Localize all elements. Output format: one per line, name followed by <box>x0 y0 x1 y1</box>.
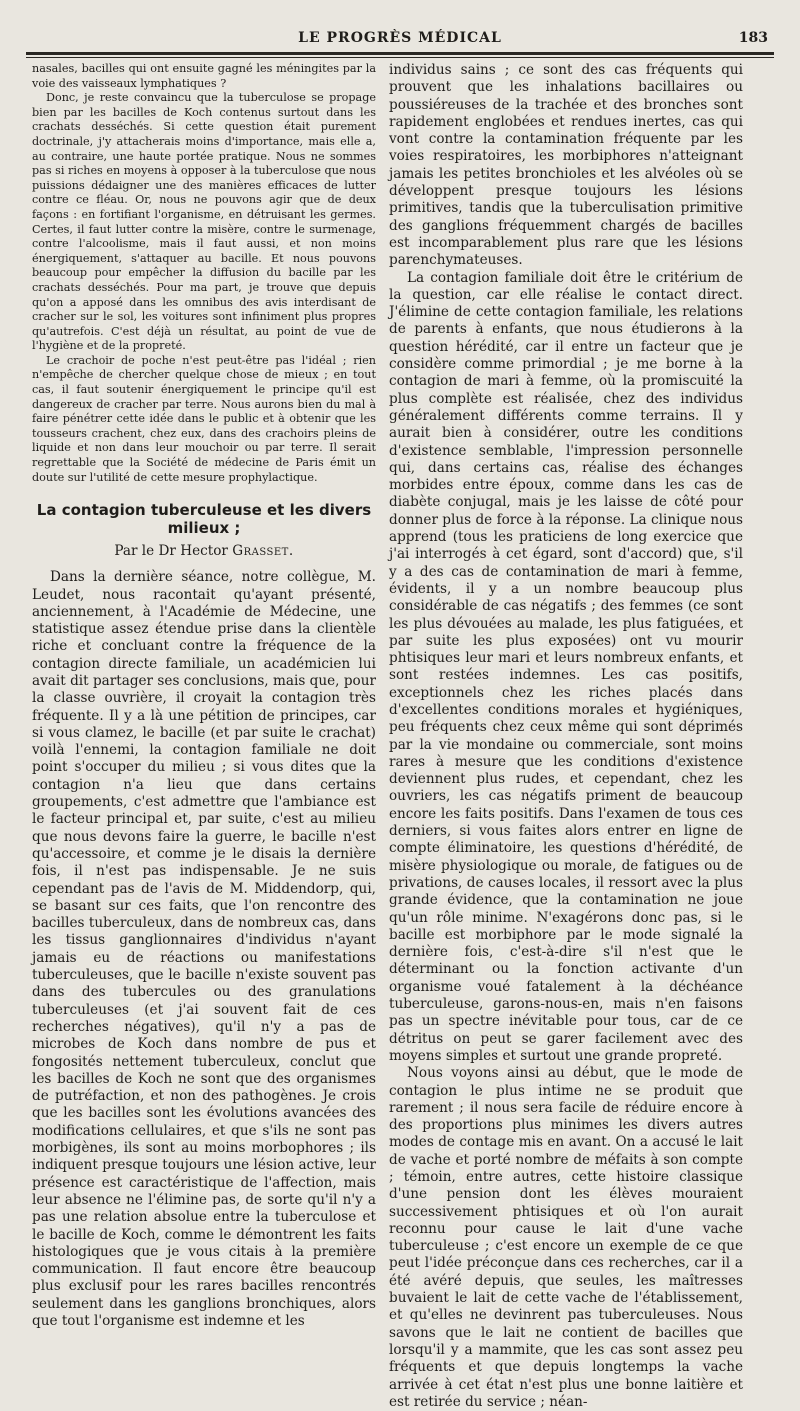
author-name: Grasset. <box>232 543 294 560</box>
paragraph: La contagion familiale doit être le critérium de la question, car elle réalise le contact direct. J'élimine de cette contagion familiale, les relations de parents à enfants, que nous étudierons à la question hérédité, car il entre un facteur que je considère comme primordial ; je me borne à la contagion de mari à femme, où la promiscuité la plus complète est réalisée, chez des individus généralement différents comme terrains. Il y aurait bien à considérer, outre les conditions d'existence semblable, l'impression personnelle qui, dans certains cas, réalise des échanges morbides entre époux, comme dans les cas de diabète conjugal, mais je les laisse de côté pour donner plus de force à la réponse. La clinique nous apprend (tous les praticiens de long exercice que j'ai interrogés à cet égard, sont d'accord) que, s'il y a des cas de contamination de mari à femme, évidents, il y a un nombre beaucoup plus considérable de cas négatifs ; des femmes (ce sont les plus dévouées au malade, les plus fatiguées, et par suite les plus exposées) ont vu mourir phtisiques leur mari et leurs nombreux enfants, et sont restées indemnes. Les cas positifs, exceptionnels chez les riches placés dans d'excellentes conditions morales et hygiéniques, peu fréquents chez ceux même qui sont déprimés par la vie mondaine ou commerciale, sont moins rares à mesure que les conditions d'existence deviennent plus rudes, et cependant, chez les ouvriers, les cas négatifs priment de beaucoup encore les faits positifs. Dans l'examen de tous ces derniers, si vous faites alors entrer en ligne de compte éliminatoire, les questions d'hérédité, de misère physiologique ou morale, de fatigues ou de privations, de causes locales, il ressort avec la plus grande évidence, que la contamination ne joue qu'un rôle minime. N'exagérons donc pas, si le bacille est morbiphore par le mode signalé la dernière fois, c'est-à-dire s'il n'est que le déterminant ou la fonction activante d'un organisme voué fatalement à la déchéance tuberculeuse, garons-nous-en, mais n'en faisons pas un spectre inévitable pour tous, car de ce détritus on peut se garer facilement avec des moyens simples et surtout une grande propreté. <box>389 269 743 1064</box>
article-body-left <box>32 569 376 1330</box>
paragraph: Dans la dernière séance, notre collègue, M. Leudet, nous racontait qu'ayant présenté, anciennement, à l'Académie de Médecine, une statistique assez étendue prise dans la clientèle riche et concluant contre la fréquence de la contagion directe familiale, un académicien lui avait dit partager ses conclusions, mais que, pour la classe ouvrière, il croyait la contagion très fréquente. Il y a là une pétition de principes, car si vous clamez, le bacille (et par suite le crachat) voilà l'ennemi, la contagion familiale ne doit point s'occuper du milieu ; si vous dites que la contagion n'a lieu que dans certains groupements, c'est admettre que l'ambiance est le facteur principal et, par suite, c'est au milieu que nous devons faire la guerre, le bacille n'est qu'accessoire, et comme je le disais la dernière fois, il n'est pas indispensable. Je ne suis cependant pas de l'avis de M. Middendorp, qui, se basant sur ces faits, que l'on rencontre des bacilles tuberculeux, dans de nombreux cas, dans les tissus ganglionnaires d'individus n'ayant jamais eu de réactions ou manifestations tuberculeuses, que le bacille n'existe souvent pas dans des tubercules ou des granulations tuberculeuses (et j'ai souvent fait de ces recherches négatives), qu'il n'y a pas de microbes de Koch dans nombre de pus et fongosités nettement tuberculeux, conclut que les bacilles de Koch ne sont que des organismes de putréfaction, et non des pathogènes. Je crois que les bacilles sont les évolutions avancées des modifications cellulaires, et que s'ils ne sont pas morbigènes, ils sont au moins morbophores ; ils indiquent presque toujours une lésion active, leur présence est caractéristique de l'affection, mais leur absence ne l'élimine pas, de sorte qu'il n'y a pas une relation absolue entre la tuberculose et le bacille de Koch, comme le démontrent les faits histologiques que je vous citais à la première communication. Il faut encore être beaucoup plus exclusif pour les rares bacilles rencontrés seulement dans les ganglions bronchiques, alors que tout l'organisme est indemne et les <box>32 569 376 1329</box>
paragraph: Le crachoir de poche n'est peut-être pas l'idéal ; rien n'empêche de chercher quelque chose de mieux ; en tout cas, il faut soutenir énergiquement le principe qu'il est dangereux de cracher par terre. Nous aurons bien du mal à faire pénétrer cette idée dans le public et à obtenir que les tousseurs crachent, chez eux, dans des crachoirs pleins de liquide et non dans leur mouchoir ou par terre. Il serait regrettable que la Société de médecine de Paris émit un doute sur l'utilité de cette mesure prophylactique. <box>32 353 376 484</box>
journal-title: LE PROGRÈS MÉDICAL <box>298 30 502 46</box>
page-number: 183 <box>738 30 768 46</box>
byline-prefix: Par le Dr Hector <box>114 543 228 560</box>
article-byline <box>32 543 376 559</box>
paragraph: Donc, je reste convaincu que la tuberculose se propage bien par les bacilles de Koch contenus surtout dans les crachats desséchés. Si cette question était purement doctrinale, j'y attacherais moins d'importance, mais elle a, au contraire, une haute portée pratique. Nous ne sommes pas si riches en moyens à opposer à la tuberculose que nous puissions dédaigner une des manières efficaces de lutter contre ce fléau. Or, nous ne pouvons agir que de deux façons : en fortifiant l'organisme, en détruisant les germes. Certes, il faut lutter contre la misère, contre le surmenage, contre l'alcoolisme, mais il faut aussi, et non moins énergiquement, s'attaquer au bacille. Et nous pouvons beaucoup pour empêcher la diffusion du bacille par les crachats desséchés. Pour ma part, je trouve que depuis qu'on a apposé dans les omnibus des avis interdisant de cracher sur le sol, les voitures sont infiniment plus propres qu'autrefois. C'est déjà un résultat, au point de vue de l'hygiène et de la propreté. <box>32 91 376 353</box>
article-body-right <box>389 62 743 1411</box>
paragraph: nasales, bacilles qui ont ensuite gagné les méningites par la voie des vaisseaux lymphatiques ? <box>32 62 376 90</box>
right-column <box>389 62 743 1410</box>
paragraph: Nous voyons ainsi au début, que le mode de contagion le plus intime ne se produit que rarement ; il nous sera facile de réduire encore à des proportions plus minimes les divers autres modes de contage mis en avant. On a accusé le lait de vache et porté nombre de méfaits à son compte ; témoin, entre autres, cette histoire classique d'une pension dont les élèves mouraient successivement phtisiques et où l'on aurait reconnu pour cause le lait d'une vache tuberculeuse ; c'est encore un exemple de ce que peut l'idée préconçue dans ces recherches, car il a été avéré depuis, que seules, les maîtresses buvaient le lait de cette vache de l'établissement, et qu'elles ne devinrent pas tuberculeuses. Nous savons que le lait ne contient de bacilles que lorsqu'il y a mammite, que les cas sont assez peu fréquents et que depuis longtemps la vache arrivée à cet état n'est plus une bonne laitière et est retirée du service ; néan- <box>389 1065 743 1410</box>
article-title: La contagion tuberculeuse et les divers milieux ; <box>36 501 372 538</box>
page-header <box>0 0 800 52</box>
header-rule-thin <box>26 57 774 58</box>
header-rule-thick <box>26 52 774 55</box>
paragraph: individus sains ; ce sont des cas fréquents qui prouvent que les inhalations bacillaires ou poussiéreuses de la trachée et des bronches sont rapidement englobées et rendues inertes, cas qui vont contre la contamination fréquente par les voies respiratoires, les morbiphores n'atteignant jamais les petites bronchioles et les alvéoles où se développent presque toujours les lésions primitives, tandis que la tuberculisation primitive des ganglions fréquemment chargés de bacilles est incomparablement plus rare que les lésions parenchymateuses. <box>389 62 743 269</box>
previous-article-text <box>32 62 376 485</box>
left-column <box>32 62 376 1329</box>
